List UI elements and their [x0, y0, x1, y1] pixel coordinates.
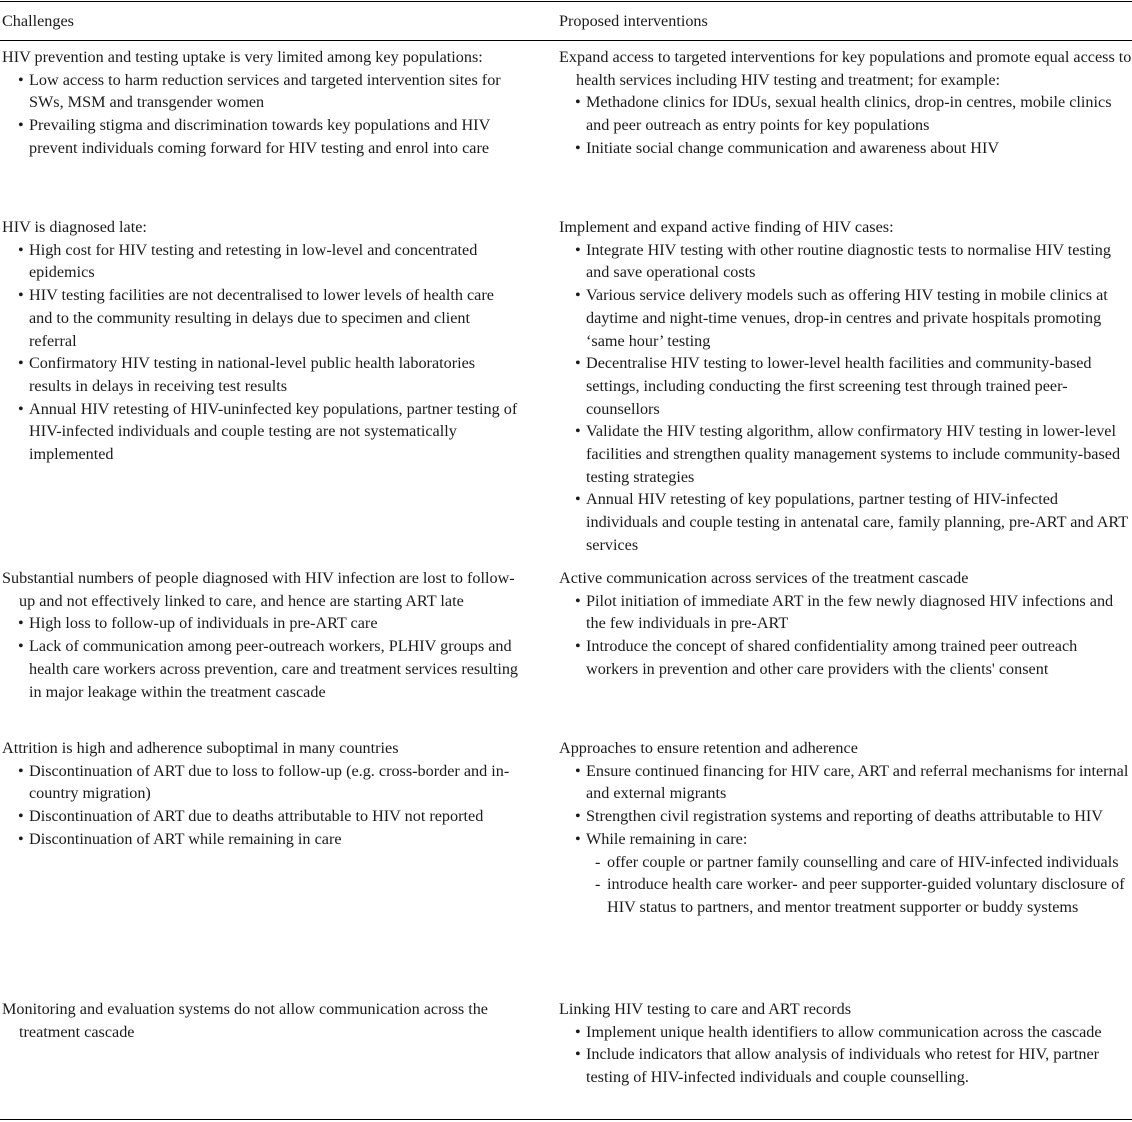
challenge-title: HIV is diagnosed late: [2, 218, 147, 236]
list-item-text: HIV testing facilities are not decentralised to lower levels of health care and to the community resulting in delays due to specimen and client referral [29, 286, 494, 350]
list-item-text: Prevailing stigma and discrimination towards key populations and HIV prevent individuals coming forward for HIV testing and enrol into care [29, 116, 490, 157]
challenge-list [2, 760, 520, 851]
list-item-text: Strengthen civil registration systems and reporting of deaths attributable to HIV [586, 807, 1103, 826]
bullet: • [575, 829, 581, 848]
list-item [559, 420, 1132, 488]
table-row-1-intervention [559, 46, 1132, 160]
bullet: • [18, 807, 24, 826]
list-item [559, 91, 1132, 136]
list-item-text: Lack of communication among peer-outreach workers, PLHIV groups and health care workers across prevention, care and treatment services resulting in major leakage within the treatment cascade [29, 637, 519, 701]
table-header-rule [0, 40, 1132, 41]
bullet: • [575, 761, 581, 780]
list-item-text: Annual HIV retesting of key populations, partner testing of HIV-infected individuals and couple testing in antenatal care, family planning, pre-ART and ART services [586, 490, 1128, 554]
list-item-text: Discontinuation of ART due to deaths attributable to HIV not reported [29, 807, 484, 826]
bullet: • [18, 637, 24, 656]
sub-list [559, 851, 1132, 919]
bullet: • [575, 286, 581, 305]
list-item-text: Confirmatory HIV testing in national-level public health laboratories results in delays in receiving test results [29, 354, 476, 395]
bullet: • [575, 93, 581, 112]
table-row-5-challenge [2, 998, 520, 1043]
list-item-text: Pilot initiation of immediate ART in the few newly diagnosed HIV infections and the few individuals in pre-ART [586, 591, 1114, 633]
sub-list-item-text: offer couple or partner family counselling and care of HIV-infected individuals [607, 852, 1119, 871]
list-item [2, 635, 520, 703]
table-row-2-challenge [2, 216, 520, 466]
list-item-text: Decentralise HIV testing to lower-level health facilities and community-based settings, including conducting the first screening test through trained peer-counsellors [586, 354, 1092, 418]
table-row-3-intervention [559, 567, 1132, 681]
challenge-title: Substantial numbers of people diagnosed with HIV infection are lost to follow-up and not effectively linked to care, and hence are starting ART late [2, 569, 515, 610]
list-item-text: Various service delivery models such as offering HIV testing in mobile clinics at daytime and night-time venues, drop-in centres and private hospitals promoting ‘same hour’ testing [586, 286, 1108, 350]
column-header-challenges: Challenges [2, 12, 74, 30]
bullet: • [575, 138, 581, 157]
intervention-list [559, 239, 1132, 557]
bullet: • [575, 637, 581, 656]
bullet: • [18, 70, 24, 89]
list-item [2, 284, 520, 352]
intervention-title: Linking HIV testing to care and ART records [559, 1000, 851, 1018]
intervention-title: Implement and expand active finding of HIV cases: [559, 218, 894, 236]
list-item [559, 828, 1132, 919]
sub-list-item-text: introduce health care worker- and peer supporter-guided voluntary disclosure of HIV status to partners, and mentor treatment supporter or buddy systems [607, 875, 1125, 916]
list-item [2, 805, 520, 828]
bullet: • [18, 761, 24, 780]
intervention-title: Expand access to targeted interventions for key populations and promote equal access to health services including HIV testing and treatment; for example: [559, 48, 1132, 89]
list-item [559, 805, 1132, 828]
list-item [559, 284, 1132, 352]
table-row-5-intervention [559, 998, 1132, 1089]
intervention-list [559, 590, 1132, 681]
list-item-text: High cost for HIV testing and retesting in low-level and concentrated epidemics [29, 240, 478, 282]
dash: - [595, 875, 601, 894]
list-item-text: Annual HIV retesting of HIV-uninfected key populations, partner testing of HIV-infected individuals and couple testing are not systematically implemented [29, 399, 518, 464]
table-bottom-rule [0, 1119, 1132, 1120]
bullet: • [575, 1022, 581, 1041]
list-item-text: Initiate social change communication and awareness about HIV [586, 138, 1000, 157]
challenge-list [2, 69, 520, 160]
list-item [559, 1043, 1132, 1088]
bullet: • [575, 240, 581, 259]
list-item [2, 239, 520, 284]
table-row-1-challenge [2, 46, 520, 160]
list-item [2, 828, 520, 851]
bullet: • [18, 399, 24, 418]
bullet: • [18, 829, 24, 848]
bullet: • [18, 286, 24, 305]
list-item-text: Introduce the concept of shared confidentiality among trained peer outreach workers in prevention and other care providers with the clients' consent [586, 637, 1078, 678]
list-item [559, 488, 1132, 556]
list-item [2, 398, 520, 466]
bullet: • [575, 1045, 581, 1064]
sub-list-item [559, 873, 1132, 918]
sub-list-item [559, 851, 1132, 874]
list-item-text: Integrate HIV testing with other routine diagnostic tests to normalise HIV testing and save operational costs [586, 240, 1111, 282]
intervention-list [559, 91, 1132, 159]
challenge-title: Attrition is high and adherence suboptimal in many countries [2, 739, 399, 757]
bullet: • [18, 116, 24, 135]
list-item-text: Discontinuation of ART due to loss to follow-up (e.g. cross-border and in-country migration) [29, 761, 510, 803]
list-item [559, 635, 1132, 680]
list-item [2, 114, 520, 159]
list-item-text: Low access to harm reduction services and targeted intervention sites for SWs, MSM and transgender women [29, 70, 501, 112]
list-item [2, 612, 520, 635]
bullet: • [18, 240, 24, 259]
table-row-3-challenge [2, 567, 520, 703]
intervention-title: Approaches to ensure retention and adherence [559, 739, 858, 757]
challenge-list [2, 612, 520, 703]
table-row-2-intervention [559, 216, 1132, 557]
challenge-title: HIV prevention and testing uptake is very limited among key populations: [2, 48, 483, 66]
bullet: • [575, 354, 581, 373]
list-item-text: Discontinuation of ART while remaining in care [29, 829, 342, 848]
list-item-text: Methadone clinics for IDUs, sexual health clinics, drop-in centres, mobile clinics and peer outreach as entry points for key populations [586, 93, 1112, 135]
list-item-text: Validate the HIV testing algorithm, allow confirmatory HIV testing in lower-level facilities and strengthen quality management systems to include community-based testing strategies [586, 422, 1121, 486]
bullet: • [575, 422, 581, 441]
list-item-text: Ensure continued financing for HIV care, ART and referral mechanisms for internal and external migrants [586, 761, 1129, 803]
list-item [559, 760, 1132, 805]
intervention-title: Active communication across services of the treatment cascade [559, 569, 969, 587]
list-item [2, 352, 520, 397]
bullet: • [18, 354, 24, 373]
bullet: • [575, 807, 581, 826]
list-item-text: While remaining in care: [586, 829, 748, 848]
list-item-text: Implement unique health identifiers to allow communication across the cascade [586, 1022, 1102, 1041]
list-item-text: Include indicators that allow analysis of individuals who retest for HIV, partner testing of HIV-infected individuals and couple counselling. [586, 1045, 1100, 1087]
table-row-4-intervention [559, 737, 1132, 919]
intervention-list [559, 760, 1132, 919]
bullet: • [575, 591, 581, 610]
list-item [2, 760, 520, 805]
list-item [559, 590, 1132, 635]
list-item [559, 137, 1132, 160]
bullet: • [575, 490, 581, 509]
column-header-interventions: Proposed interventions [559, 12, 708, 30]
intervention-list [559, 1021, 1132, 1089]
table-top-rule [0, 1, 1132, 2]
list-item [559, 352, 1132, 420]
challenge-title: Monitoring and evaluation systems do not allow communication across the treatment cascade [2, 1000, 488, 1041]
challenge-list [2, 239, 520, 466]
table-row-4-challenge [2, 737, 520, 851]
list-item [2, 69, 520, 114]
list-item [559, 1021, 1132, 1044]
dash: - [595, 852, 601, 871]
list-item [559, 239, 1132, 284]
bullet: • [18, 614, 24, 633]
list-item-text: High loss to follow-up of individuals in pre-ART care [29, 614, 378, 633]
